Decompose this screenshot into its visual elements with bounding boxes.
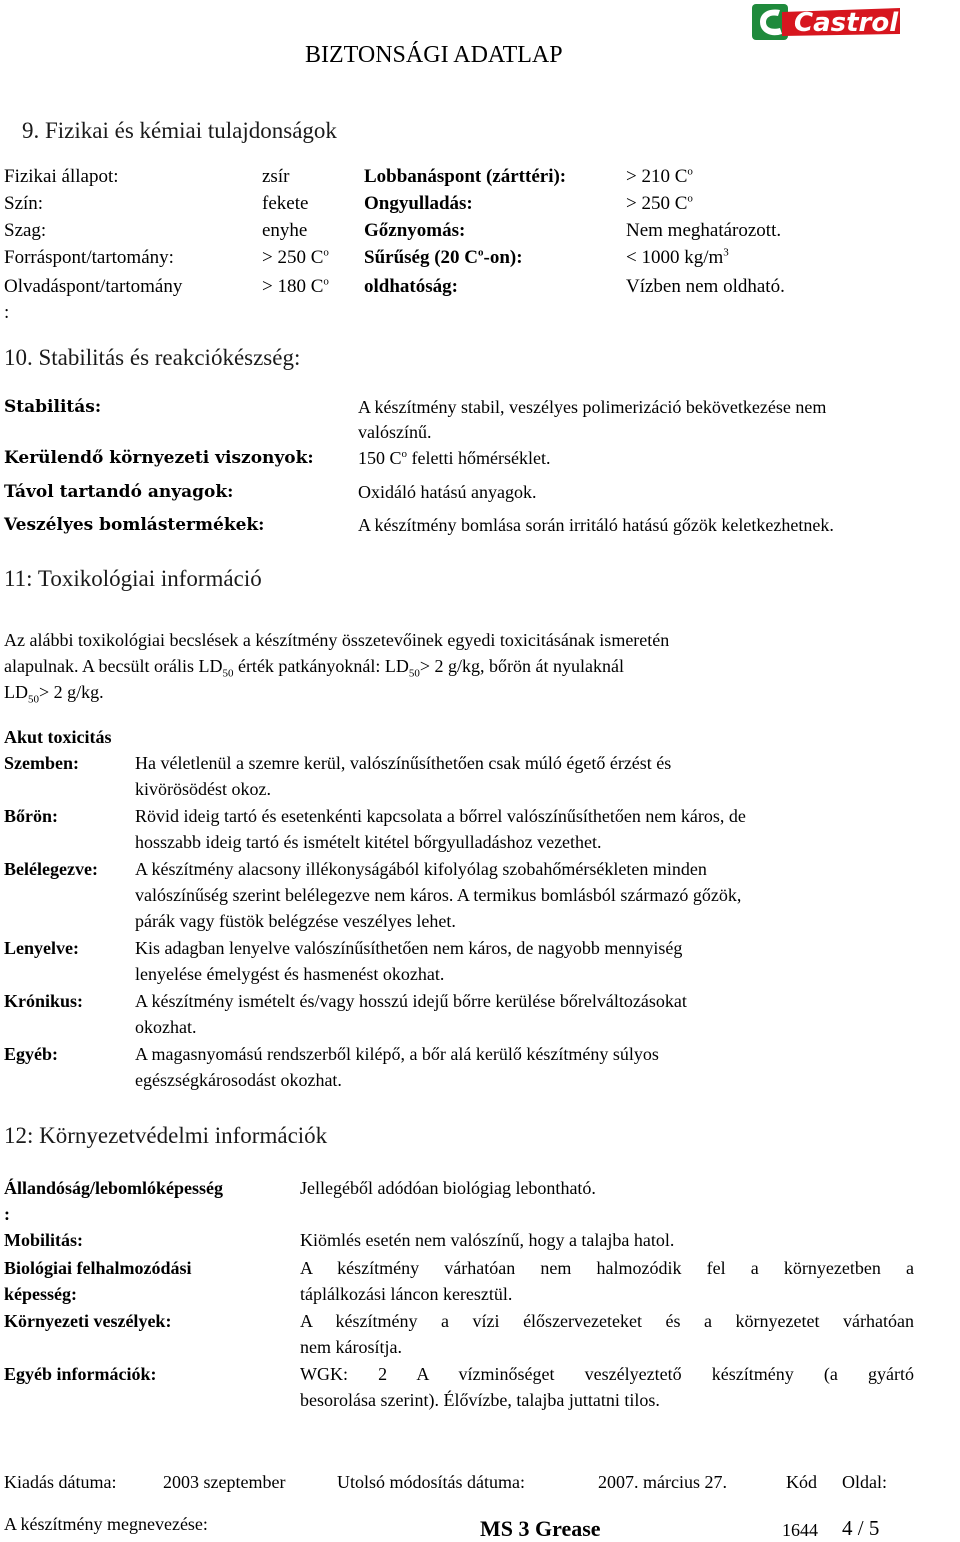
- section-9-heading: 9. Fizikai és kémiai tulajdonságok: [22, 118, 337, 143]
- vapor-pressure-value: Nem meghatározott.: [626, 220, 782, 241]
- tox-intro-line3: $LD_{50}> 2$ g/kg.: [4, 682, 104, 706]
- code-value: 1644: [782, 1520, 818, 1540]
- density-label: Sűrűség (20 $C^o-on$):: [364, 246, 523, 268]
- code-label: Kód: [786, 1472, 817, 1492]
- bioaccumulation-value-line1: A készítmény várhatóan nem halmozódik fel a környezetben a: [300, 1258, 914, 1278]
- eyes-text-line2: kivörösödést okoz.: [135, 779, 271, 799]
- chronic-text-line1: A készítmény ismételt és/vagy hosszú idejű bőrre kerülése bőrelváltozásokat: [135, 991, 687, 1011]
- issue-date-value: 2003 szeptember: [163, 1472, 286, 1492]
- boiling-point-value: > 250 $C^o$: [262, 246, 329, 268]
- environmental-hazards-value-line2: nem károsítja.: [300, 1337, 402, 1357]
- solubility-label: oldhatóság:: [364, 276, 458, 297]
- ingestion-text-line1: Kis adagban lenyelve valószínűsíthetően nem káros, de nagyobb mennyiség: [135, 938, 683, 958]
- castrol-logo: [752, 2, 902, 42]
- color-value: fekete: [262, 193, 309, 214]
- odor-label: Szag:: [4, 220, 47, 241]
- mobility-label: Mobilitás:: [4, 1230, 83, 1250]
- melting-point-value: > 180 $C^o$: [262, 275, 329, 297]
- ingestion-text-line2: lenyelése émelygést és hasmenést okozhat.: [135, 964, 445, 984]
- product-name: MS 3 Grease: [480, 1516, 601, 1541]
- other-text-line2: egészségkárosodást okozhat.: [135, 1070, 342, 1090]
- other-info-label: Egyéb információk:: [4, 1364, 157, 1384]
- environmental-hazards-label: Környezeti veszélyek:: [4, 1311, 172, 1331]
- vapor-pressure-label: Gőznyomás:: [364, 220, 466, 241]
- section-11-heading: 11: Toxikológiai információ: [4, 566, 262, 591]
- svg-text:Castrol: Castrol: [794, 8, 899, 38]
- chronic-label: Krónikus:: [4, 991, 84, 1011]
- stability-value: A készítmény stabil, veszélyes polimerizáció bekövetkezése nem: [358, 397, 827, 417]
- skin-text-line1: Rövid ideig tartó és esetenkénti kapcsolata a bőrrel valószínűsíthetően nem káros, de: [135, 806, 746, 826]
- inhalation-text-line2: valószínűség szerint belélegezve nem káros. A termikus bomlásból származó gőzök,: [135, 885, 742, 905]
- other-info-value-line2: besorolása szerint). Élővízbe, talajba juttatni tilos.: [300, 1390, 660, 1410]
- other-label: Egyéb:: [4, 1044, 58, 1064]
- decomposition-products-value: A készítmény bomlása során irritáló hatású gőzök keletkezhetnek.: [358, 515, 834, 535]
- density-value: < 1000 $kg/m^3$: [626, 246, 729, 268]
- chronic-text-line2: okozhat.: [135, 1017, 197, 1037]
- product-name-label: A készítmény megnevezése:: [4, 1514, 208, 1534]
- stability-label: Stabilitás:: [4, 397, 102, 417]
- autoignition-label: Ongyulladás:: [364, 193, 473, 214]
- skin-text-line2: hosszabb ideig tartó és ismételt kitétel bőrgyulladáshoz vezethet.: [135, 832, 602, 852]
- incompatible-materials-label: Távol tartandó anyagok:: [4, 482, 234, 502]
- incompatible-materials-value: Oxidáló hatású anyagok.: [358, 482, 537, 502]
- autoignition-value: > 250 $C^o$: [626, 192, 693, 214]
- modified-date-value: 2007. március 27.: [598, 1472, 727, 1492]
- melting-point-label-colon: :: [4, 302, 10, 323]
- environmental-hazards-value-line1: A készítmény a vízi élőszervezeteket és a környezetet várhatóan: [300, 1311, 914, 1331]
- page-label: Oldal:: [842, 1472, 887, 1492]
- acute-toxicity-title: Akut toxicitás: [4, 727, 112, 747]
- conditions-to-avoid-label: Kerülendő környezeti viszonyok:: [4, 448, 314, 468]
- skin-label: Bőrön:: [4, 806, 58, 826]
- inhalation-text-line1: A készítmény alacsony illékonyságából kifolyólag szobahőmérsékleten minden: [135, 859, 707, 879]
- physical-state-label: Fizikai állapot:: [4, 166, 119, 187]
- other-info-value-line1: WGK: 2 A vízminőséget veszélyeztető készítmény (a gyártó: [300, 1364, 914, 1384]
- section-10-heading: 10. Stabilitás és reakciókészség:: [4, 345, 301, 370]
- flash-point-value: > 210 $C^o$: [626, 165, 693, 187]
- tox-intro-line1: Az alábbi toxikológiai becslések a készítmény összetevőinek egyedi toxicitásának ismeretén: [4, 630, 670, 650]
- bioaccumulation-value-line2: táplálkozási láncon keresztül.: [300, 1284, 513, 1304]
- persistence-label-colon: :: [4, 1204, 10, 1224]
- color-label: Szín:: [4, 193, 44, 214]
- ingestion-label: Lenyelve:: [4, 938, 79, 958]
- flash-point-label: Lobbanáspont (zárttéri):: [364, 166, 567, 187]
- modified-date-label: Utolsó módosítás dátuma:: [337, 1472, 525, 1492]
- inhalation-text-line3: párák vagy füstök belégzése veszélyes lehet.: [135, 911, 456, 931]
- bioaccumulation-label-line2: képesség:: [4, 1284, 77, 1304]
- conditions-to-avoid-value: 150 $C^o$ feletti hőmérséklet.: [358, 448, 551, 468]
- document-title: BIZTONSÁGI ADATLAP: [305, 42, 563, 68]
- boiling-point-label: Forráspont/tartomány:: [4, 247, 174, 268]
- mobility-value: Kiömlés esetén nem valószínű, hogy a talajba hatol.: [300, 1230, 675, 1250]
- bioaccumulation-label: Biológiai felhalmozódási: [4, 1258, 192, 1278]
- eyes-text-line1: Ha véletlenül a szemre kerül, valószínűsíthetően csak múló égető érzést és: [135, 753, 672, 773]
- stability-value-line2: valószínű.: [358, 422, 432, 442]
- persistence-value: Jellegéből adódóan biológiag lebontható.: [300, 1178, 596, 1198]
- melting-point-label: Olvadáspont/tartomány: [4, 276, 183, 297]
- inhalation-label: Belélegezve:: [4, 859, 98, 879]
- other-text-line1: A magasnyomású rendszerből kilépő, a bőr alá kerülő készítmény súlyos: [135, 1044, 659, 1064]
- odor-value: enyhe: [262, 220, 308, 241]
- page-number: 4 / 5: [842, 1516, 880, 1540]
- section-12-heading: 12: Környezetvédelmi információk: [4, 1123, 328, 1148]
- tox-intro-line2: alapulnak. A becsült orális $LD_{50}$ érték patkányoknál: $LD_{50}> 2$ g/kg, bőrön át nyulaknál: [4, 656, 625, 680]
- eyes-label: Szemben:: [4, 753, 79, 773]
- persistence-label: Állandóság/lebomlóképesség: [4, 1178, 224, 1198]
- issue-date-label: Kiadás dátuma:: [4, 1472, 117, 1492]
- solubility-value: Vízben nem oldható.: [626, 276, 785, 297]
- decomposition-products-label: Veszélyes bomlástermékek:: [4, 515, 265, 535]
- physical-state-value: zsír: [262, 166, 290, 187]
